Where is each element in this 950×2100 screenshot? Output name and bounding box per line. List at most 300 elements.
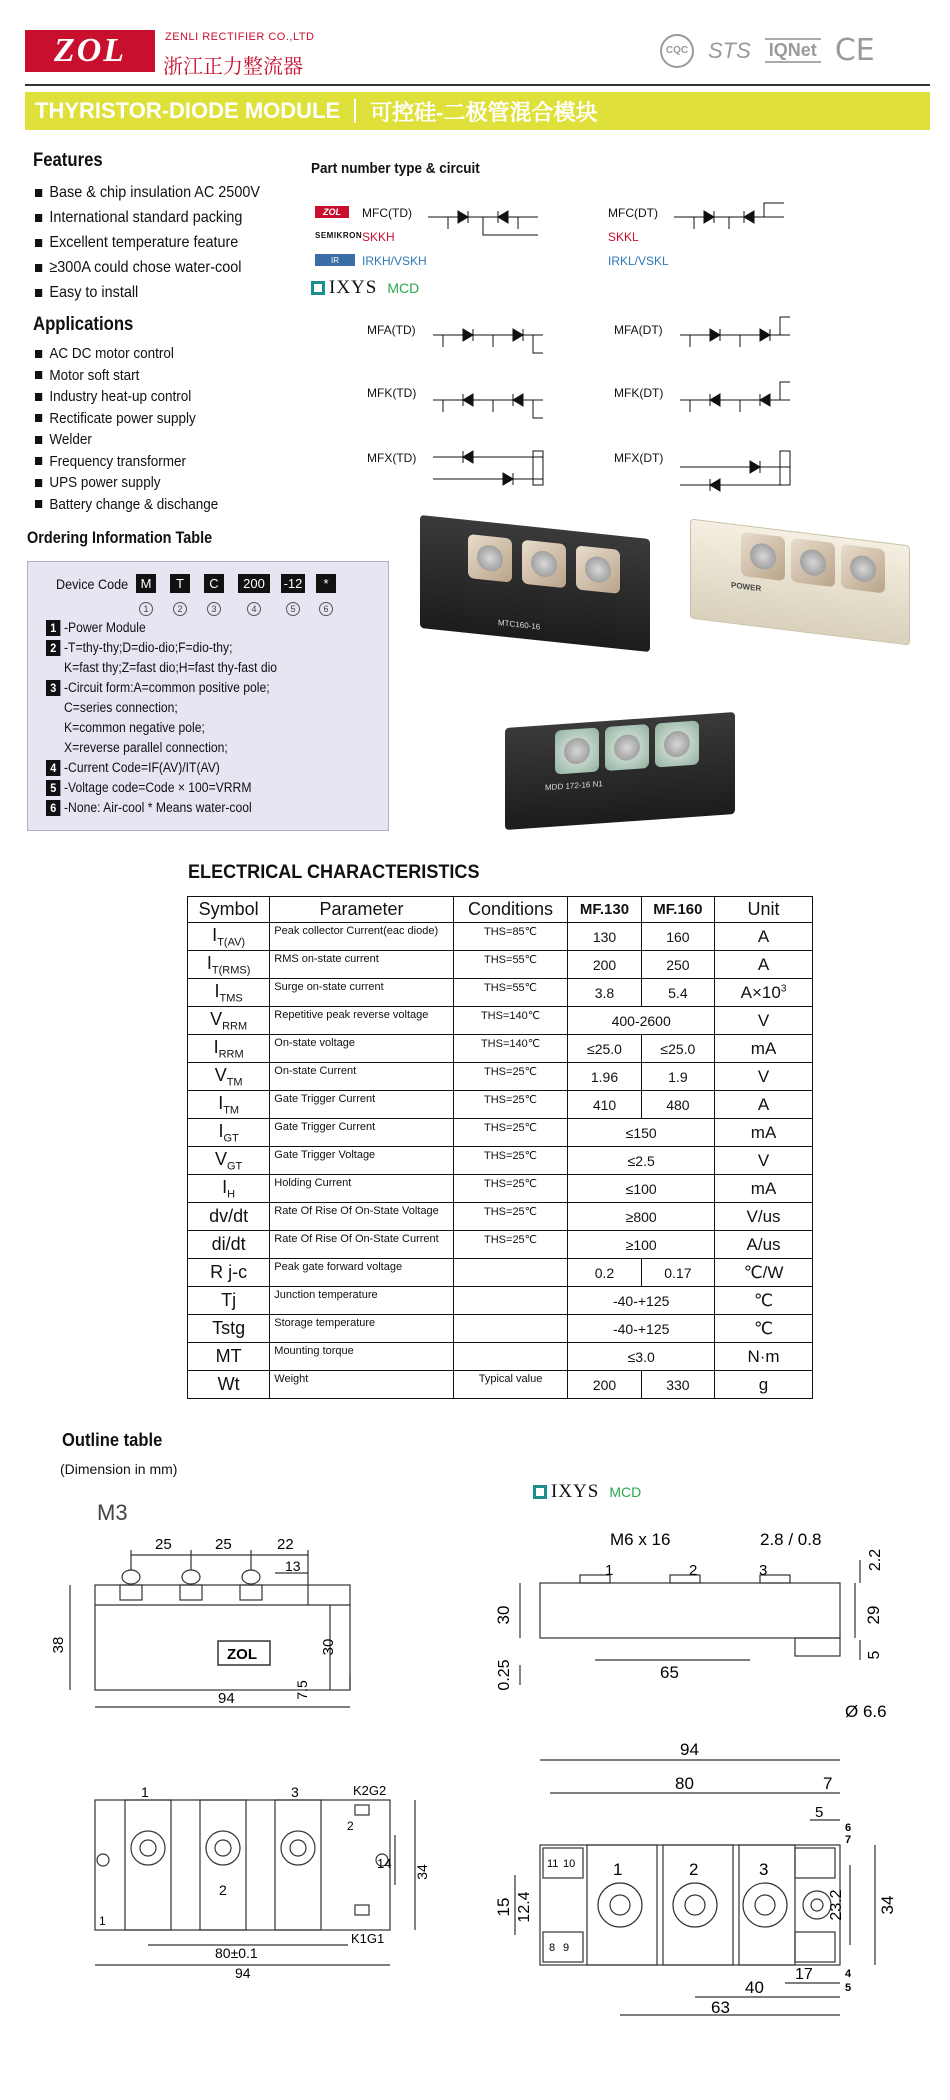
symbol-text: I (214, 980, 220, 1001)
terminal-number: 2 (219, 1882, 227, 1898)
dimension-label: M6 x 16 (610, 1530, 671, 1549)
dimension-label: 30 (494, 1605, 513, 1625)
pin-label: K1G1 (351, 1931, 385, 1946)
symbol-cell (188, 1315, 270, 1343)
ordering-line (46, 638, 277, 658)
ordering-text: -Power Module (64, 620, 146, 635)
dimension-label: 22 (277, 1536, 294, 1553)
ordering-line (46, 658, 277, 678)
dimension-note: (Dimension in mm) (60, 1461, 178, 1477)
ordering-line (46, 798, 277, 818)
parameter-cell: Rate Of Rise Of On-State Current (270, 1231, 453, 1259)
unit-cell (715, 1231, 813, 1259)
condition-cell: THS=25℃ (453, 1203, 568, 1231)
code-index: 4 (247, 602, 261, 616)
alt-part-ir: IRKH/VSKH (362, 254, 427, 268)
dimension-label: 38 (50, 1636, 67, 1654)
features-heading: Features (33, 150, 103, 171)
dimension-label: 34 (414, 1864, 430, 1880)
list-item (35, 280, 260, 305)
terminal-icon (655, 720, 699, 767)
unit-cell (715, 1343, 813, 1371)
unit-text: mA (750, 1178, 777, 1198)
symbol-cell (188, 1287, 270, 1315)
circuit-diagrams (310, 195, 940, 500)
dimension-label: 12.4 (516, 1891, 533, 1923)
terminal-number: 2 (689, 1562, 698, 1579)
parameter-cell: Rate Of Rise Of On-State Voltage (270, 1203, 453, 1231)
code-cell: M (136, 574, 156, 593)
table-row (188, 951, 813, 979)
bullet-icon (35, 414, 42, 422)
symbol-text: I (206, 952, 212, 973)
ordering-line (46, 778, 277, 798)
circuit-symbol (680, 317, 790, 347)
dimension-label: 94 (680, 1740, 699, 1759)
list-item (35, 365, 218, 387)
unit-cell (715, 1091, 813, 1119)
feature-text: Excellent temperature feature (49, 234, 239, 251)
table-row (188, 1035, 813, 1063)
symbol-subscript: H (227, 1188, 236, 1201)
screw-icon (800, 548, 826, 577)
ixys-outline-brand (533, 1481, 641, 1503)
value-cell: ≥100 (568, 1231, 715, 1259)
title-banner (25, 92, 930, 130)
dimension-label: 94 (235, 1965, 251, 1981)
pin-number: 5 (845, 1982, 852, 1994)
application-text: Frequency transformer (49, 452, 186, 470)
dimension-label: 0.25 (496, 1659, 513, 1691)
terminal-icon (741, 532, 785, 581)
electrical-characteristics-table (187, 896, 813, 1399)
symbol-cell (188, 1119, 270, 1147)
screw-icon (664, 730, 690, 758)
circuit-symbol (433, 329, 543, 353)
screw-icon (614, 734, 640, 762)
condition-cell: THS=55℃ (453, 951, 568, 979)
column-header: Parameter (270, 897, 453, 923)
dimension-label: 30 (320, 1638, 337, 1656)
parameter-cell: Repetitive peak reverse voltage (270, 1007, 453, 1035)
value-cell: 130 (568, 923, 641, 951)
unit-text: ℃/W (743, 1262, 784, 1282)
bullet-icon (35, 500, 42, 508)
ordering-heading: Ordering Information Table (27, 528, 213, 547)
unit-text: A (757, 954, 770, 974)
condition-cell: THS=140℃ (453, 1007, 568, 1035)
circuit-symbol (433, 451, 543, 485)
ordering-line (46, 738, 277, 758)
parameter-cell: Gate Trigger Current (270, 1119, 453, 1147)
unit-cell (715, 1147, 813, 1175)
unit-cell (715, 1175, 813, 1203)
unit-cell (715, 1315, 813, 1343)
parameter-cell: Holding Current (270, 1175, 453, 1203)
screw-icon (477, 544, 503, 573)
unit-cell (715, 1035, 813, 1063)
ordering-text: C=series connection; (64, 700, 178, 715)
sts-text: STS (708, 37, 751, 63)
symbol-cell (188, 1091, 270, 1119)
pin-number: 7 (845, 1834, 852, 1846)
column-header: MF.130 (568, 897, 641, 923)
parameter-cell: Peak collector Current(eac diode) (270, 923, 453, 951)
parameter-cell: Surge on-state current (270, 979, 453, 1007)
ordering-text: K=fast thy;Z=fast dio;H=fast thy-fast dio (64, 660, 278, 675)
symbol-text: V (214, 1064, 227, 1085)
column-header: Conditions (453, 897, 568, 923)
ordering-text: -None: Air-cool * Means water-cool (64, 800, 252, 815)
symbol-cell (188, 979, 270, 1007)
ordering-text: -Voltage code=Code × 100=VRRM (64, 780, 252, 795)
unit-text: V (757, 1066, 770, 1086)
ordering-line (46, 758, 277, 778)
dimension-label: 5 (815, 1804, 824, 1821)
m3-side-view-drawing (50, 1525, 435, 1720)
unit-text: V (757, 1010, 770, 1030)
circuit-name: MFA(TD) (367, 323, 416, 337)
ixys-text: IXYS (329, 277, 378, 298)
dimension-label: 25 (155, 1536, 172, 1553)
dimension-label: 63 (711, 1998, 730, 2017)
symbol-text: Tj (221, 1290, 237, 1310)
terminal-number: 3 (759, 1860, 769, 1879)
unit-text: A (757, 1094, 770, 1114)
m3-package-label: M3 (97, 1500, 128, 1525)
parameter-cell: Mounting torque (270, 1343, 453, 1371)
symbol-cell (188, 1007, 270, 1035)
part-type-heading: Part number type & circuit (311, 160, 480, 177)
ce-mark: CE (834, 33, 875, 68)
symbol-cell (188, 1343, 270, 1371)
unit-text: mA (750, 1122, 777, 1142)
column-header: MF.160 (641, 897, 714, 923)
terminal-icon (555, 727, 599, 774)
iqnet-logo: IQNet (765, 38, 821, 63)
dimension-label: 17 (795, 1966, 813, 1983)
symbol-subscript: RRM (218, 1048, 244, 1061)
column-header: Symbol (188, 897, 270, 923)
mcd-top-view-drawing (495, 1735, 915, 2025)
symbol-text: V (210, 1008, 223, 1029)
table-row (188, 1287, 813, 1315)
condition-cell: THS=25℃ (453, 1091, 568, 1119)
mcd-side-view-drawing (495, 1515, 915, 1725)
circuit-symbol (680, 382, 790, 412)
list-item (35, 429, 218, 451)
code-cell: * (316, 574, 336, 593)
unit-cell (715, 1007, 813, 1035)
value-cell: 5.4 (641, 979, 714, 1007)
number-badge: 3 (46, 680, 60, 696)
symbol-subscript: TM (226, 1076, 243, 1089)
value-cell: 200 (568, 951, 641, 979)
table-row (188, 1119, 813, 1147)
table-row (188, 1231, 813, 1259)
symbol-text: I (218, 1092, 224, 1113)
pin-number: 6 (845, 1822, 852, 1834)
symbol-subscript: T(AV) (217, 936, 246, 949)
symbol-subscript: GT (223, 1132, 239, 1145)
dimension-label: 29 (864, 1605, 883, 1625)
application-text: Industry heat-up control (49, 388, 192, 405)
ordering-line (46, 678, 277, 698)
condition-cell (453, 1259, 568, 1287)
pin-number: 8 (549, 1942, 556, 1954)
circuit-name: MFC(DT) (608, 206, 658, 220)
m3-top-view-drawing (55, 1780, 475, 1980)
applications-list (35, 343, 239, 515)
parameter-cell: Gate Trigger Current (270, 1091, 453, 1119)
sts-logo (708, 38, 751, 64)
code-index: 6 (319, 602, 333, 616)
column-header: Unit (715, 897, 813, 923)
terminal-icon (605, 724, 649, 771)
ordering-lines (46, 618, 303, 818)
product-photo-white-module (690, 518, 910, 645)
applications-heading: Applications (33, 314, 134, 335)
value-cell: -40-+125 (568, 1287, 715, 1315)
circuit-symbol (433, 394, 543, 418)
dimension-label: 65 (660, 1663, 679, 1682)
code-cell: -12 (281, 574, 305, 593)
pin-number: 10 (563, 1858, 576, 1870)
unit-text: mA (750, 1038, 777, 1058)
alt-part-semikron: SKKL (608, 230, 639, 244)
dimension-label: 25 (215, 1536, 232, 1553)
unit-cell (715, 1259, 813, 1287)
circuit-name: MFX(DT) (614, 451, 664, 465)
certification-logos (660, 33, 875, 68)
dimension-label: 23.2 (828, 1889, 845, 1921)
terminal-number: 3 (291, 1784, 299, 1800)
value-cell: ≤100 (568, 1175, 715, 1203)
dimension-label: 2.8 / 0.8 (760, 1530, 822, 1549)
terminal-number: 3 (759, 1562, 768, 1579)
unit-text: ℃ (753, 1290, 774, 1310)
product-photo-ixys-module (505, 712, 735, 830)
list-item (35, 255, 260, 280)
bullet-icon (35, 479, 42, 487)
condition-cell: THS=25℃ (453, 1147, 568, 1175)
symbol-cell (188, 1063, 270, 1091)
symbol-cell (188, 1035, 270, 1063)
bullet-icon (35, 371, 42, 379)
terminal-number: 1 (141, 1784, 149, 1800)
alt-part-ir: IRKL/VSKL (608, 254, 669, 268)
value-cell: 410 (568, 1091, 641, 1119)
table-row (188, 1007, 813, 1035)
value-cell: 480 (641, 1091, 714, 1119)
dimension-label: 13 (285, 1558, 301, 1574)
screw-icon (850, 554, 876, 583)
number-badge: 5 (46, 780, 60, 796)
symbol-cell (188, 1203, 270, 1231)
bullet-icon (35, 189, 42, 197)
dimension-label: 40 (745, 1978, 764, 1997)
cqc-logo: CQC (660, 34, 694, 68)
value-cell: ≤2.5 (568, 1147, 715, 1175)
symbol-text: I (212, 924, 218, 945)
application-text: Battery change & dischange (49, 495, 219, 513)
bullet-icon (35, 436, 42, 444)
condition-cell (453, 1287, 568, 1315)
unit-cell (715, 1203, 813, 1231)
value-cell: ≥800 (568, 1203, 715, 1231)
unit-text: A (757, 926, 770, 946)
dimension-label: Ø 6.6 (845, 1702, 887, 1721)
list-item (35, 230, 260, 255)
dimension-label: 14 (377, 1856, 392, 1871)
symbol-cell (188, 1231, 270, 1259)
terminal-icon (791, 538, 835, 587)
dimension-label: 5 (866, 1650, 883, 1660)
application-text: Rectificate power supply (49, 409, 196, 427)
unit-cell (715, 1063, 813, 1091)
product-photo-zol-module (420, 515, 650, 652)
value-cell: ≤3.0 (568, 1343, 715, 1371)
symbol-subscript: T(RMS) (211, 964, 251, 977)
list-item (35, 180, 260, 205)
circuit-name: MFC(TD) (362, 206, 412, 220)
semikron-brand-logo: SEMIKRON (315, 231, 363, 240)
code-cell: 200 (238, 574, 270, 593)
condition-cell (453, 1315, 568, 1343)
symbol-cell (188, 1175, 270, 1203)
value-cell: -40-+125 (568, 1315, 715, 1343)
circuit-name: MFK(DT) (614, 386, 664, 400)
terminal-icon (841, 544, 885, 593)
dimension-label: 94 (218, 1690, 235, 1707)
table-row (188, 1175, 813, 1203)
symbol-cell (188, 923, 270, 951)
list-item (35, 343, 218, 365)
table-row (188, 1315, 813, 1343)
table-row (188, 1259, 813, 1287)
unit-cell (715, 923, 813, 951)
alt-part-semikron: SKKH (362, 230, 395, 244)
unit-text: ℃ (753, 1318, 774, 1338)
application-text: Welder (49, 431, 92, 448)
symbol-text: dv/dt (209, 1206, 249, 1226)
parameter-cell: On-state voltage (270, 1035, 453, 1063)
ordering-line (46, 618, 277, 638)
value-cell: ≤150 (568, 1119, 715, 1147)
symbol-subscript: RRM (222, 1020, 248, 1033)
ixys-logo-icon (533, 1485, 547, 1499)
unit-text: g (758, 1374, 769, 1394)
value-cell: 160 (641, 923, 714, 951)
table-row (188, 979, 813, 1007)
list-item (35, 494, 218, 516)
table-header-row (188, 897, 813, 923)
code-index: 1 (139, 602, 153, 616)
screw-icon (564, 737, 590, 765)
code-index: 5 (286, 602, 300, 616)
list-item (35, 386, 218, 408)
screw-icon (585, 555, 611, 584)
pin-number: 1 (99, 1914, 106, 1928)
mcd-text: MCD (609, 1484, 642, 1500)
dimension-label: 15 (494, 1897, 513, 1917)
circuit-name: MFA(DT) (614, 323, 663, 337)
ordering-text: -T=thy-thy;D=dio-dio;F=dio-thy; (64, 640, 233, 655)
banner-title-en: THYRISTOR-DIODE MODULE (35, 98, 341, 123)
condition-cell: THS=85℃ (453, 923, 568, 951)
terminal-icon (522, 540, 566, 589)
pin-number: 2 (347, 1819, 354, 1833)
value-cell: ≤25.0 (568, 1035, 641, 1063)
electrical-heading: ELECTRICAL CHARACTERISTICS (188, 862, 480, 883)
value-cell: 400-2600 (568, 1007, 715, 1035)
terminal-number: 2 (689, 1860, 699, 1879)
ordering-text: K=common negative pole; (64, 720, 205, 735)
terminal-number: 1 (605, 1562, 614, 1579)
terminal-number: 1 (613, 1860, 623, 1879)
bullet-icon (35, 350, 42, 358)
value-cell: 3.8 (568, 979, 641, 1007)
symbol-text: Tstg (212, 1318, 246, 1338)
parameter-cell: Gate Trigger Voltage (270, 1147, 453, 1175)
symbol-cell (188, 1371, 270, 1399)
feature-text: International standard packing (49, 209, 243, 226)
outline-heading: Outline table (62, 1430, 163, 1450)
feature-text: ≥300A could chose water-cool (49, 259, 242, 276)
application-text: UPS power supply (49, 474, 161, 491)
value-cell: 1.96 (568, 1063, 641, 1091)
ixys-text: IXYS (551, 1481, 600, 1502)
symbol-cell (188, 951, 270, 979)
value-cell: 0.2 (568, 1259, 641, 1287)
application-text: AC DC motor control (49, 345, 174, 362)
condition-cell: THS=140℃ (453, 1035, 568, 1063)
ordering-line (46, 698, 277, 718)
table-row (188, 923, 813, 951)
bullet-icon (35, 457, 42, 465)
symbol-subscript: TM (223, 1104, 240, 1117)
bullet-icon (35, 289, 42, 297)
banner-separator (354, 99, 356, 123)
dimension-label: 7 (823, 1774, 833, 1793)
table-row (188, 1203, 813, 1231)
list-item (35, 408, 218, 430)
symbol-text: I (218, 1120, 224, 1141)
code-index: 3 (207, 602, 221, 616)
number-badge: 6 (46, 800, 60, 816)
value-cell: 330 (641, 1371, 714, 1399)
module-label: MDD 172-16 N1 (545, 779, 603, 793)
symbol-subscript: TMS (219, 992, 243, 1005)
condition-cell (453, 1343, 568, 1371)
screw-icon (531, 550, 557, 579)
company-logo (25, 30, 155, 72)
code-cell: C (204, 574, 224, 593)
ordering-text: -Current Code=IF(AV)/IT(AV) (64, 760, 220, 775)
symbol-text: MT (215, 1346, 242, 1366)
list-item (35, 451, 218, 473)
value-cell: 250 (641, 951, 714, 979)
condition-cell: THS=25℃ (453, 1231, 568, 1259)
code-cell: T (170, 574, 190, 593)
dimension-label: 34 (878, 1895, 897, 1915)
ordering-info-box (27, 561, 389, 831)
table-row (188, 1147, 813, 1175)
pin-number: 9 (563, 1942, 570, 1954)
symbol-cell (188, 1147, 270, 1175)
company-name-cn: 浙江正力整流器 (163, 56, 303, 78)
bullet-icon (35, 393, 42, 401)
